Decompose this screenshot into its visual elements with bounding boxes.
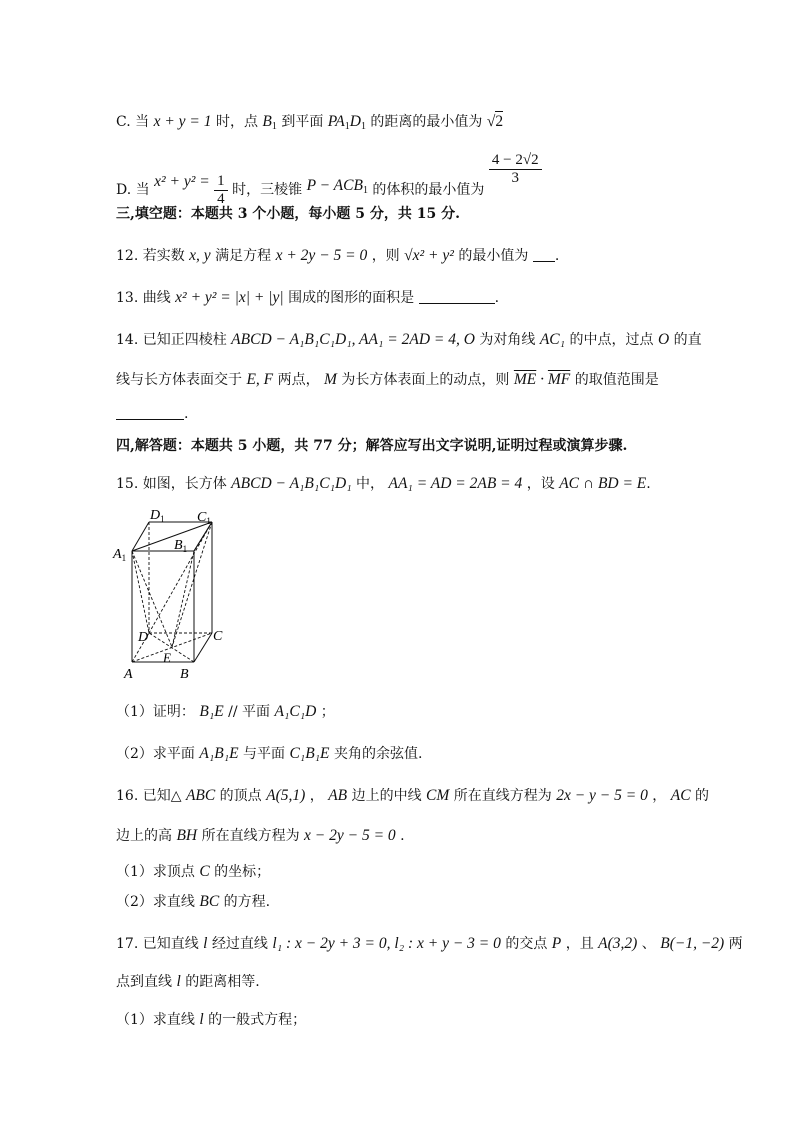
label-b: B bbox=[180, 667, 189, 682]
edge-bc bbox=[194, 633, 212, 662]
q16-line1: 16. 已知△ ABC 的顶点 A(5,1) ， AB 边上的中线 CM 所在直线方程为 2x − y − 5 = 0 ， AC 的 bbox=[116, 787, 710, 804]
label-c1: $C_1$ bbox=[197, 510, 211, 526]
q11-c-answer: √2 bbox=[486, 113, 504, 130]
q11-d-answer: $\frac{4 - 2√2}{3}$ bbox=[489, 152, 542, 187]
label-b1: $B_1$ bbox=[174, 538, 188, 554]
answer-blank bbox=[419, 289, 495, 304]
q11-d-fraction: $\frac{1}{4}$ bbox=[214, 173, 228, 208]
q12: 12. 若实数 x, y 满足方程 x + 2y − 5 = 0 ，则 √x² + y² 的最小值为 . bbox=[116, 247, 560, 264]
label-d: D bbox=[138, 630, 149, 645]
answer-blank bbox=[116, 405, 184, 420]
q16-part2: （2）求直线 BC 的方程. bbox=[116, 893, 271, 910]
q11-d-lhs: x² + y² = bbox=[154, 173, 210, 190]
q15-stem: 15. 如图，长方体 ABCD − A₁B₁C₁D₁ 中， AA₁ = AD = 2AB = 4 ，设 AC ∩ BD = E. bbox=[116, 475, 651, 492]
label-a: A bbox=[124, 667, 133, 682]
q15-part2: （2）求平面 A₁B₁E 与平面 C₁B₁E 夹角的余弦值. bbox=[116, 745, 423, 762]
q11-c-plane: $PA_1D_1$ bbox=[327, 113, 366, 132]
q16-part1: （1）求顶点 C 的坐标； bbox=[116, 863, 271, 880]
line-a1d bbox=[132, 551, 149, 633]
label-d1: $D_1$ bbox=[150, 508, 165, 524]
q13: 13. 曲线 x² + y² = |x| + |y| 围成的图形的面积是 . bbox=[116, 289, 500, 306]
q14-line1: 14. 已知正四棱柱 ABCD − A₁B₁C₁D₁, AA₁ = 2AD = 4, O 为对角线 AC₁ 的中点，过点 O 的直 bbox=[116, 331, 702, 348]
q15-part1: （1）证明： B₁E // 平面 A₁C₁D ； bbox=[116, 703, 335, 720]
diag-a1c1 bbox=[132, 522, 212, 551]
label-c: C bbox=[213, 629, 223, 644]
q11-c-point: $B_1$ bbox=[262, 113, 277, 132]
q17-line2: 点到直线 l 的距离相等. bbox=[116, 973, 260, 990]
section-3-heading: 三,填空题：本题共 3 个小题，每小题 5 分，共 15 分. bbox=[116, 206, 460, 222]
answer-blank bbox=[533, 247, 555, 262]
q14-line2: 线与长方体表面交于 E, F 两点， M 为长方体表面上的动点，则 $\overline{ME} \cdot \overline{MF}$ 的取值范围是 bbox=[116, 371, 659, 388]
q17-part1: （1）求直线 l 的一般式方程； bbox=[116, 1011, 307, 1028]
q14-vectors: $\overline{ME} \cdot \overline{MF}$ bbox=[513, 371, 571, 388]
q14-line3: . bbox=[116, 404, 188, 424]
q11-c-condition: x + y = 1 bbox=[153, 113, 212, 130]
q11-d-pyramid: $P - ACB_1$ bbox=[306, 177, 368, 196]
q16-line2: 边上的高 BH 所在直线方程为 x − 2y − 5 = 0 . bbox=[116, 827, 405, 844]
section-4-heading: 四,解答题：本题共 5 小题，共 77 分；解答应写出文字说明,证明过程或演算步骤. bbox=[116, 438, 628, 454]
label-e: E bbox=[163, 650, 171, 665]
label-a1: $A_1$ bbox=[113, 547, 127, 563]
q15-cuboid-figure bbox=[110, 505, 240, 685]
q11-option-d: D. 当 x² + y² = $\frac{1}{4}$ 时，三棱锥 $P - ACB_1$ 的体积的最小值为 $\frac{4 - 2√2}{3}$ bbox=[116, 152, 542, 192]
diag-bd bbox=[149, 633, 194, 662]
q17-line1: 17. 已知直线 l 经过直线 l₁ : x − 2y + 3 = 0, l₂ : x + y − 3 = 0 的交点 P ，且 A(3,2) 、 B(−1, −2) 两 bbox=[116, 935, 743, 952]
q11-option-c: C. 当 x + y = 1 时，点 $B_1$ 到平面 $PA_1D_1$ 的距离的最小值为 √2 bbox=[116, 113, 504, 132]
q12-sqrt-expr: √x² + y² bbox=[404, 247, 454, 264]
edge-a1d1 bbox=[132, 522, 149, 551]
